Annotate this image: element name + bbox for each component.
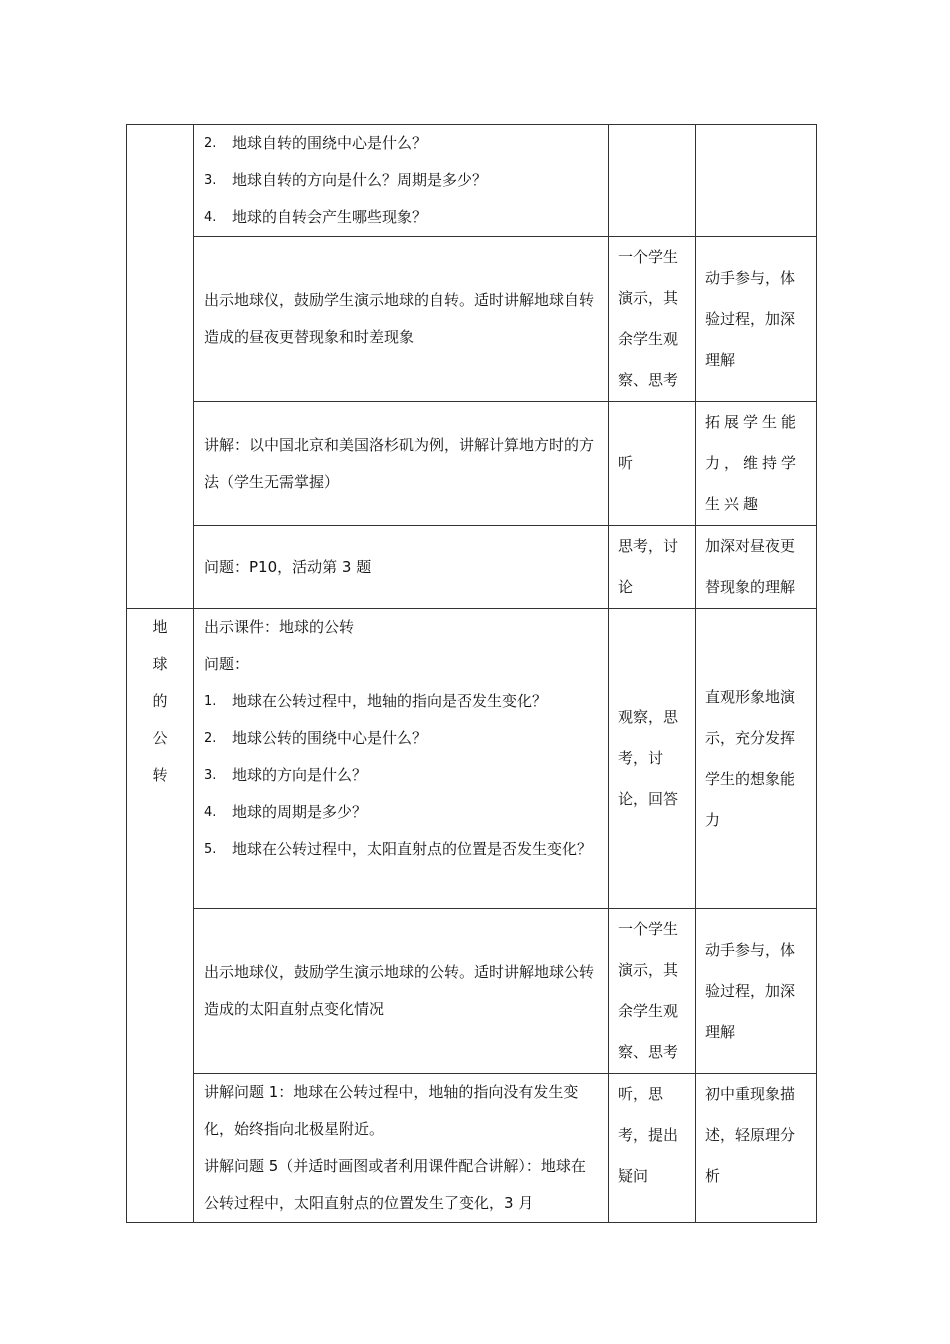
student-activity-cell [609, 125, 696, 237]
purpose-text: 拓展学生能力，维持学生兴趣 [705, 413, 801, 513]
item-number: 2. [204, 136, 217, 151]
item-text: 地球公转的围绕中心是什么？ [232, 729, 428, 747]
table-row [127, 402, 817, 526]
item-number: 4. [204, 210, 217, 225]
content-cell [194, 609, 609, 909]
purpose-text: 动手参与，体验过程，加深理解 [705, 940, 796, 1041]
content-cell [194, 237, 609, 402]
topic-char: 地 [152, 618, 168, 636]
explanation-line: 讲解问题 5（并适时画图或者利用课件配合讲解）：地球在公转过程中，太阳直射点的位置发生了变化，3 月 [204, 1157, 586, 1212]
item-number: 3. [204, 173, 217, 188]
purpose-text: 加深对昼夜更替现象的理解 [705, 537, 796, 596]
explanation-line: 讲解问题 1：地球在公转过程中，地轴的指向没有发生变化，始终指向北极星附近。 [204, 1083, 579, 1138]
item-text: 地球在公转过程中，太阳直射点的位置是否发生变化？ [232, 840, 593, 858]
student-activity-text: 一个学生演示，其余学生观察、思考 [618, 248, 679, 389]
question-item [204, 162, 599, 199]
table-row [127, 125, 817, 237]
item-number: 3. [204, 768, 217, 783]
item-number: 2. [204, 731, 217, 746]
content-text: 出示地球仪，鼓励学生演示地球的公转。适时讲解地球公转造成的太阳直射点变化情况 [204, 963, 595, 1018]
item-text: 地球自转的围绕中心是什么？ [232, 134, 428, 152]
content-text: 问题：P10，活动第 3 题 [204, 557, 372, 576]
question-item [204, 683, 599, 720]
purpose-cell [696, 1074, 817, 1223]
question-item [204, 757, 599, 794]
student-activity-text: 思考，讨论 [618, 537, 679, 596]
student-activity-cell [609, 609, 696, 909]
content-text: 出示地球仪，鼓励学生演示地球的自转。适时讲解地球自转造成的昼夜更替现象和时差现象 [204, 291, 595, 346]
item-number: 5. [204, 842, 217, 857]
topic-char: 转 [152, 766, 168, 784]
topic-cell-rotation [127, 125, 194, 609]
purpose-text: 直观形象地演示，充分发挥学生的想象能力 [705, 687, 796, 829]
question-item [204, 794, 599, 831]
item-text: 地球自转的方向是什么？周期是多少？ [232, 171, 488, 189]
purpose-text: 初中重现象描述，轻原理分析 [705, 1085, 796, 1185]
student-activity-cell [609, 237, 696, 402]
table-row [127, 1074, 817, 1223]
purpose-cell [696, 402, 817, 526]
purpose-cell [696, 237, 817, 402]
student-activity-text: 一个学生演示，其余学生观察、思考 [618, 920, 679, 1061]
item-text: 地球在公转过程中，地轴的指向是否发生变化？ [232, 692, 548, 710]
purpose-cell [696, 526, 817, 609]
purpose-text: 动手参与，体验过程，加深理解 [705, 268, 796, 369]
purpose-cell [696, 909, 817, 1074]
purpose-cell [696, 125, 817, 237]
table-row [127, 526, 817, 609]
purpose-cell [696, 609, 817, 909]
content-cell [194, 125, 609, 237]
table-row [127, 237, 817, 402]
student-activity-text: 听，思考，提出疑问 [618, 1085, 679, 1185]
student-activity-cell [609, 909, 696, 1074]
item-text: 地球的方向是什么？ [232, 766, 368, 784]
topic-char: 的 [152, 692, 168, 710]
item-text: 地球的周期是多少？ [232, 803, 368, 821]
courseware-line: 出示课件：地球的公转 [204, 618, 355, 636]
questions-heading: 问题： [204, 655, 250, 673]
content-cell [194, 526, 609, 609]
topic-char: 公 [152, 729, 168, 747]
question-item [204, 720, 599, 757]
topic-char: 球 [152, 655, 168, 673]
topic-cell-revolution [127, 609, 194, 1223]
content-cell [194, 402, 609, 526]
question-item [204, 831, 599, 868]
topic-label [127, 609, 193, 794]
item-text: 地球的自转会产生哪些现象？ [232, 208, 428, 226]
student-activity-text: 观察，思考，讨论，回答 [618, 708, 679, 808]
content-cell [194, 1074, 609, 1223]
table-row [127, 609, 817, 909]
student-activity-text: 听 [618, 454, 634, 472]
question-item [204, 199, 599, 236]
question-item [204, 125, 599, 162]
item-number: 1. [204, 694, 217, 709]
table-row [127, 909, 817, 1074]
item-number: 4. [204, 805, 217, 820]
student-activity-cell [609, 1074, 696, 1223]
content-text: 讲解：以中国北京和美国洛杉矶为例，讲解计算地方时的方法（学生无需掌握） [204, 435, 595, 491]
content-cell [194, 909, 609, 1074]
student-activity-cell [609, 526, 696, 609]
student-activity-cell [609, 402, 696, 526]
lesson-plan-table [126, 124, 817, 1223]
